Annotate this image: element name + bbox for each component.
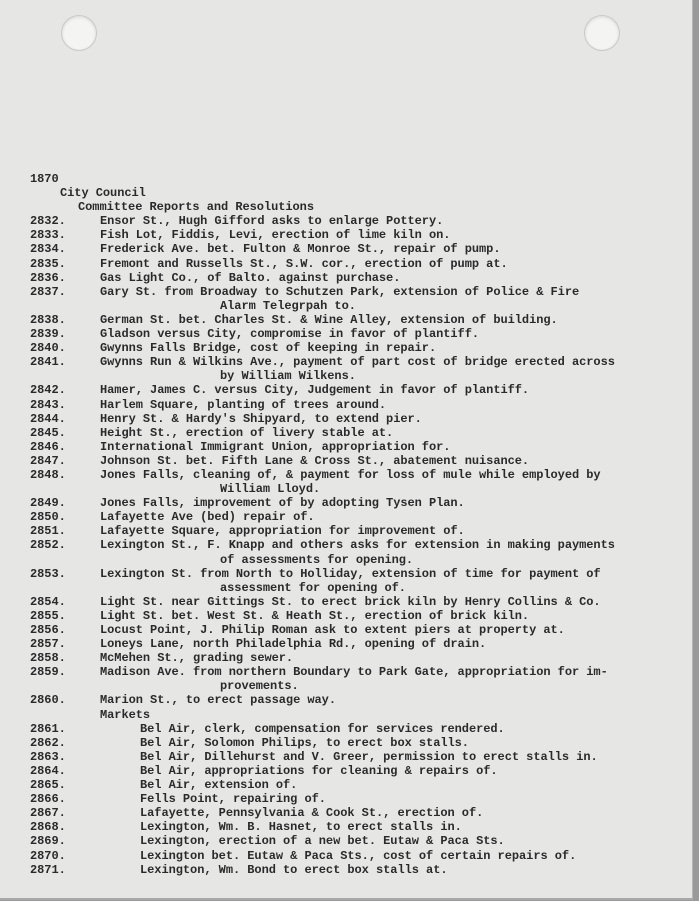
entry-text: Bel Air, Solomon Philips, to erect box stalls. — [140, 735, 469, 750]
entry-number — [30, 482, 100, 496]
entry-number: 2860. — [30, 693, 66, 708]
entry-text: Harlem Square, planting of trees around. — [100, 397, 387, 412]
entry-row — [30, 764, 692, 778]
entry-text: assessment for opening of. — [220, 580, 406, 595]
entry-number — [30, 299, 100, 313]
entry-row — [30, 722, 692, 736]
entry-text: Fells Point, repairing of. — [140, 792, 326, 807]
entry-text: Height St., erection of livery stable at. — [100, 425, 394, 440]
entry-row — [30, 736, 692, 750]
entry-text: Lafayette, Pennsylvania & Cook St., erection of. — [140, 806, 484, 821]
entry-text: Marion St., to erect passage way. — [100, 693, 336, 708]
entry-text: Lexington, erection of a new bet. Eutaw & Paca Sts. — [140, 834, 505, 849]
entry-number: 2849. — [30, 496, 66, 511]
entry-text: Lexington St. from North to Holliday, extension of time for payment of — [100, 566, 601, 581]
entry-number: 2853. — [30, 566, 66, 581]
entry-number: 2868. — [30, 820, 66, 835]
entry-row — [30, 327, 692, 341]
entry-text: Fish Lot, Fiddis, Levi, erection of lime kiln on. — [100, 228, 451, 243]
entry-text: Lexington, Wm. Bond to erect box stalls at. — [140, 862, 448, 877]
entry-number: 2852. — [30, 538, 66, 553]
entry-row — [30, 792, 692, 806]
entry-number — [30, 581, 100, 595]
entry-number: 2839. — [30, 327, 66, 342]
entry-row — [30, 313, 692, 327]
entry-text: Alarm Telegrpah to. — [220, 298, 356, 313]
entry-row — [30, 778, 692, 792]
entry-number: 2850. — [30, 510, 66, 525]
entry-text: Frederick Ave. bet. Fulton & Monroe St., repair of pump. — [100, 242, 501, 257]
entry-text: Light St. near Gittings St. to erect brick kiln by Henry Collins & Co. — [100, 594, 601, 609]
entry-row — [30, 383, 692, 397]
entry-row — [30, 412, 692, 426]
entry-row — [30, 806, 692, 820]
entry-continuation — [30, 679, 692, 693]
entry-number: 2863. — [30, 749, 66, 764]
entry-text: Madison Ave. from northern Boundary to Park Gate, appropriation for im- — [100, 665, 608, 680]
entry-number: 2848. — [30, 467, 66, 482]
entry-row — [30, 214, 692, 228]
entry-number: 2859. — [30, 665, 66, 680]
entry-text: William Lloyd. — [220, 482, 321, 497]
entry-text: McMehen St., grading sewer. — [100, 651, 294, 666]
entry-number: 2834. — [30, 242, 66, 257]
entry-text: Fremont and Russells St., S.W. cor., erection of pump at. — [100, 256, 508, 271]
entry-row — [30, 750, 692, 764]
subsection-heading: Committee Reports and Resolutions — [78, 200, 314, 215]
entry-number: 2858. — [30, 651, 66, 666]
entry-continuation — [30, 553, 692, 567]
entry-text: Gary St. from Broadway to Schutzen Park, extension of Police & Fire — [100, 284, 580, 299]
entry-text: Jones Falls, improvement of by adopting Tysen Plan. — [100, 496, 465, 511]
entry-text: Bel Air, Dillehurst and V. Greer, permission to erect stalls in. — [140, 749, 598, 764]
entry-text: provements. — [220, 679, 299, 694]
entry-number — [30, 369, 100, 383]
entry-number: 2855. — [30, 608, 66, 623]
punch-hole-right — [584, 15, 620, 51]
entry-text: Hamer, James C. versus City, Judgement in favor of plantiff. — [100, 383, 530, 398]
entry-text: Gwynns Falls Bridge, cost of keeping in repair. — [100, 341, 437, 356]
entry-number — [30, 708, 100, 722]
entry-row — [30, 524, 692, 538]
entry-text: Jones Falls, cleaning of, & payment for loss of mule while employed by — [100, 467, 601, 482]
entry-text: International Immigrant Union, appropriation for. — [100, 439, 451, 454]
entry-row — [30, 538, 692, 552]
entry-row — [30, 595, 692, 609]
entry-text: Gas Light Co., of Balto. against purchase. — [100, 270, 401, 285]
entry-number: 2869. — [30, 834, 66, 849]
entry-text: Light St. bet. West St. & Heath St., erection of brick kiln. — [100, 608, 530, 623]
entry-row — [30, 863, 692, 877]
punch-hole-left — [61, 15, 97, 51]
entry-text: Lexington St., F. Knapp and others asks for extension in making payments — [100, 538, 615, 553]
entry-number: 2835. — [30, 256, 66, 271]
entry-row — [30, 651, 692, 665]
entry-row — [30, 454, 692, 468]
entry-number: 2851. — [30, 524, 66, 539]
entry-number: 2840. — [30, 341, 66, 356]
entry-row — [30, 271, 692, 285]
entry-number — [30, 553, 100, 567]
entry-number: 2833. — [30, 228, 66, 243]
entry-continuation — [30, 299, 692, 313]
entry-text: Markets — [100, 707, 151, 722]
entry-number: 2861. — [30, 721, 66, 736]
entry-row — [30, 609, 692, 623]
entry-row — [30, 849, 692, 863]
entry-row — [30, 355, 692, 369]
entry-row — [30, 426, 692, 440]
entry-text: Lafayette Ave (bed) repair of. — [100, 510, 315, 525]
entry-number: 2866. — [30, 792, 66, 807]
entry-text: Locust Point, J. Philip Roman ask to extent piers at property at. — [100, 623, 565, 637]
entry-text: Lafayette Square, appropriation for improvement of. — [100, 524, 465, 539]
entry-number: 2846. — [30, 439, 66, 454]
entry-text: Lexington bet. Eutaw & Paca Sts., cost of certain repairs of. — [140, 848, 577, 863]
entry-row — [30, 623, 692, 637]
section-heading: City Council — [60, 186, 146, 201]
entry-row — [30, 468, 692, 482]
entry-text: of assessments for opening. — [220, 552, 414, 567]
entry-row — [30, 637, 692, 651]
entry-number: 2862. — [30, 735, 66, 750]
entry-number: 2870. — [30, 848, 66, 863]
entry-number: 2864. — [30, 763, 66, 778]
document-text — [30, 172, 692, 877]
entry-text: Johnson St. bet. Fifth Lane & Cross St., abatement nuisance. — [100, 453, 530, 468]
entry-continuation — [30, 708, 692, 722]
entry-text: Bel Air, appropriations for cleaning & repairs of. — [140, 763, 498, 778]
entry-number: 2856. — [30, 623, 66, 637]
entry-row — [30, 665, 692, 679]
entry-row — [30, 693, 692, 707]
entry-number: 2847. — [30, 453, 66, 468]
entry-list — [30, 214, 692, 876]
entry-row — [30, 510, 692, 524]
entry-text: Gwynns Run & Wilkins Ave., payment of part cost of bridge erected across — [100, 355, 615, 370]
entry-number: 2842. — [30, 383, 66, 398]
entry-text: Ensor St., Hugh Gifford asks to enlarge Pottery. — [100, 214, 444, 229]
entry-row — [30, 398, 692, 412]
entry-number: 2837. — [30, 284, 66, 299]
entry-row — [30, 285, 692, 299]
entry-row — [30, 242, 692, 256]
entry-number: 2832. — [30, 214, 66, 229]
entry-row — [30, 341, 692, 355]
entry-text: Lexington, Wm. B. Hasnet, to erect stalls in. — [140, 820, 462, 835]
entry-text: Gladson versus City, compromise in favor of plantiff. — [100, 327, 480, 342]
entry-text: Bel Air, extension of. — [140, 778, 298, 793]
entry-text: Bel Air, clerk, compensation for services rendered. — [140, 721, 505, 736]
entry-continuation — [30, 482, 692, 496]
entry-row — [30, 820, 692, 834]
entry-row — [30, 496, 692, 510]
entry-text: by William Wilkens. — [220, 369, 356, 384]
entry-number: 2836. — [30, 270, 66, 285]
entry-continuation — [30, 581, 692, 595]
entry-row — [30, 440, 692, 454]
entry-number: 2865. — [30, 778, 66, 793]
entry-row — [30, 567, 692, 581]
entry-number: 2854. — [30, 594, 66, 609]
entry-continuation — [30, 369, 692, 383]
entry-number: 2844. — [30, 411, 66, 426]
entry-number: 2841. — [30, 355, 66, 370]
entry-number: 2871. — [30, 862, 66, 877]
entry-row — [30, 834, 692, 848]
entry-number — [30, 679, 100, 693]
year-heading: 1870 — [30, 172, 59, 186]
entry-number: 2838. — [30, 312, 66, 327]
entry-number: 2867. — [30, 806, 66, 821]
entry-text: Henry St. & Hardy's Shipyard, to extend pier. — [100, 411, 422, 426]
entry-row — [30, 228, 692, 242]
entry-row — [30, 257, 692, 271]
entry-number: 2845. — [30, 425, 66, 440]
entry-text: Loneys Lane, north Philadelphia Rd., opening of drain. — [100, 637, 487, 652]
entry-number: 2843. — [30, 397, 66, 412]
entry-text: German St. bet. Charles St. & Wine Alley, extension of building. — [100, 312, 558, 327]
entry-number: 2857. — [30, 637, 66, 652]
